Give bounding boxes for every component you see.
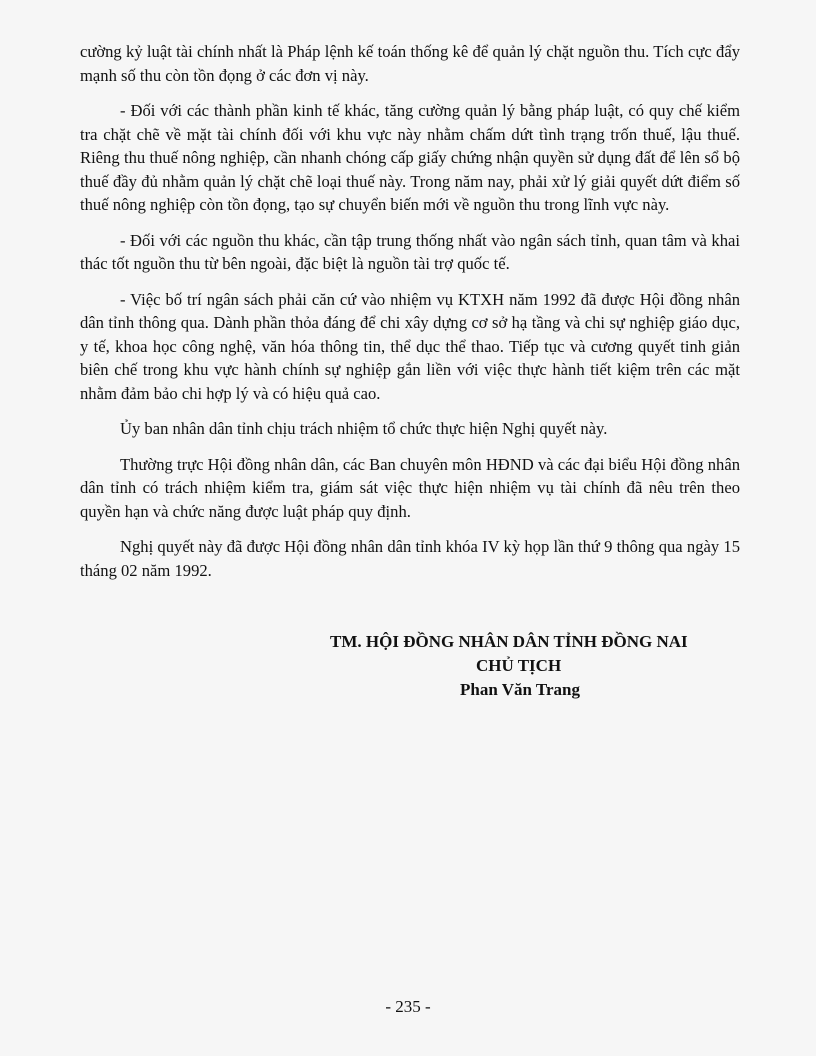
paragraph-budget-allocation: - Việc bố trí ngân sách phải căn cứ vào nhiệm vụ KTXH năm 1992 đã được Hội đồng nhân dân tỉnh thông qua. Dành phần thỏa đáng để chi xây dựng cơ sở hạ tầng và chi sự nghiệp giáo dục, y tế, khoa học công nghệ, văn hóa thông tin, thể dục thể thao. Tiếp tục và cương quyết tinh giản biên chế trong khu vực hành chính sự nghiệp gắn liền với việc thực hành tiết kiệm trên các mặt nhằm đảm bảo chi hợp lý và có hiệu quả cao. bbox=[80, 289, 740, 403]
paragraph-other-revenue-sources: - Đối với các nguồn thu khác, cần tập trung thống nhất vào ngân sách tỉnh, quan tâm và khai thác tốt nguồn thu từ bên ngoài, đặc biệt là nguồn tài trợ quốc tế. bbox=[80, 230, 740, 273]
signature-name: Phan Văn Trang bbox=[460, 680, 580, 699]
paragraph-continuation: cường kỷ luật tài chính nhất là Pháp lệnh kế toán thống kê để quản lý chặt nguồn thu. Tích cực đẩy mạnh số thu còn tồn đọng ở các đơn vị này. bbox=[80, 42, 740, 85]
paragraph-other-economic-sectors: - Đối với các thành phần kinh tế khác, tăng cường quản lý bằng pháp luật, có quy chế kiểm tra chặt chẽ về mặt tài chính đối với khu vực này nhằm chấm dứt tình trạng trốn thuế, lậu thuế. Riêng thu thuế nông nghiệp, cần nhanh chóng cấp giấy chứng nhận quyền sử dụng đất để lên sổ bộ thuế đầy đủ nhằm quản lý chặt chẽ loại thuế này. Trong năm nay, phải xử lý giải quyết dứt điểm số thuế nông nghiệp còn tồn đọng, tạo sự chuyển biến mới về nguồn thu trong lĩnh vực này. bbox=[80, 101, 740, 214]
signature-title: CHỦ TỊCH bbox=[476, 656, 562, 675]
paragraph-implementation: Ủy ban nhân dân tỉnh chịu trách nhiệm tổ chức thực hiện Nghị quyết này. bbox=[120, 419, 608, 438]
page-number: - 235 - bbox=[385, 997, 431, 1016]
signature-organization: TM. HỘI ĐỒNG NHÂN DÂN TỈNH ĐỒNG NAI bbox=[330, 632, 688, 651]
paragraph-supervision: Thường trực Hội đồng nhân dân, các Ban chuyên môn HĐND và các đại biểu Hội đồng nhân dân tỉnh có trách nhiệm kiểm tra, giám sát việc thực hiện nhiệm vụ tài chính đã nêu trên theo quyền hạn và chức năng được luật pháp quy định. bbox=[80, 454, 740, 521]
signature-block bbox=[300, 630, 760, 702]
paragraph-adoption: Nghị quyết này đã được Hội đồng nhân dân tỉnh khóa IV kỳ họp lần thứ 9 thông qua ngày 15 tháng 02 năm 1992. bbox=[80, 537, 740, 580]
document-body bbox=[80, 40, 740, 594]
